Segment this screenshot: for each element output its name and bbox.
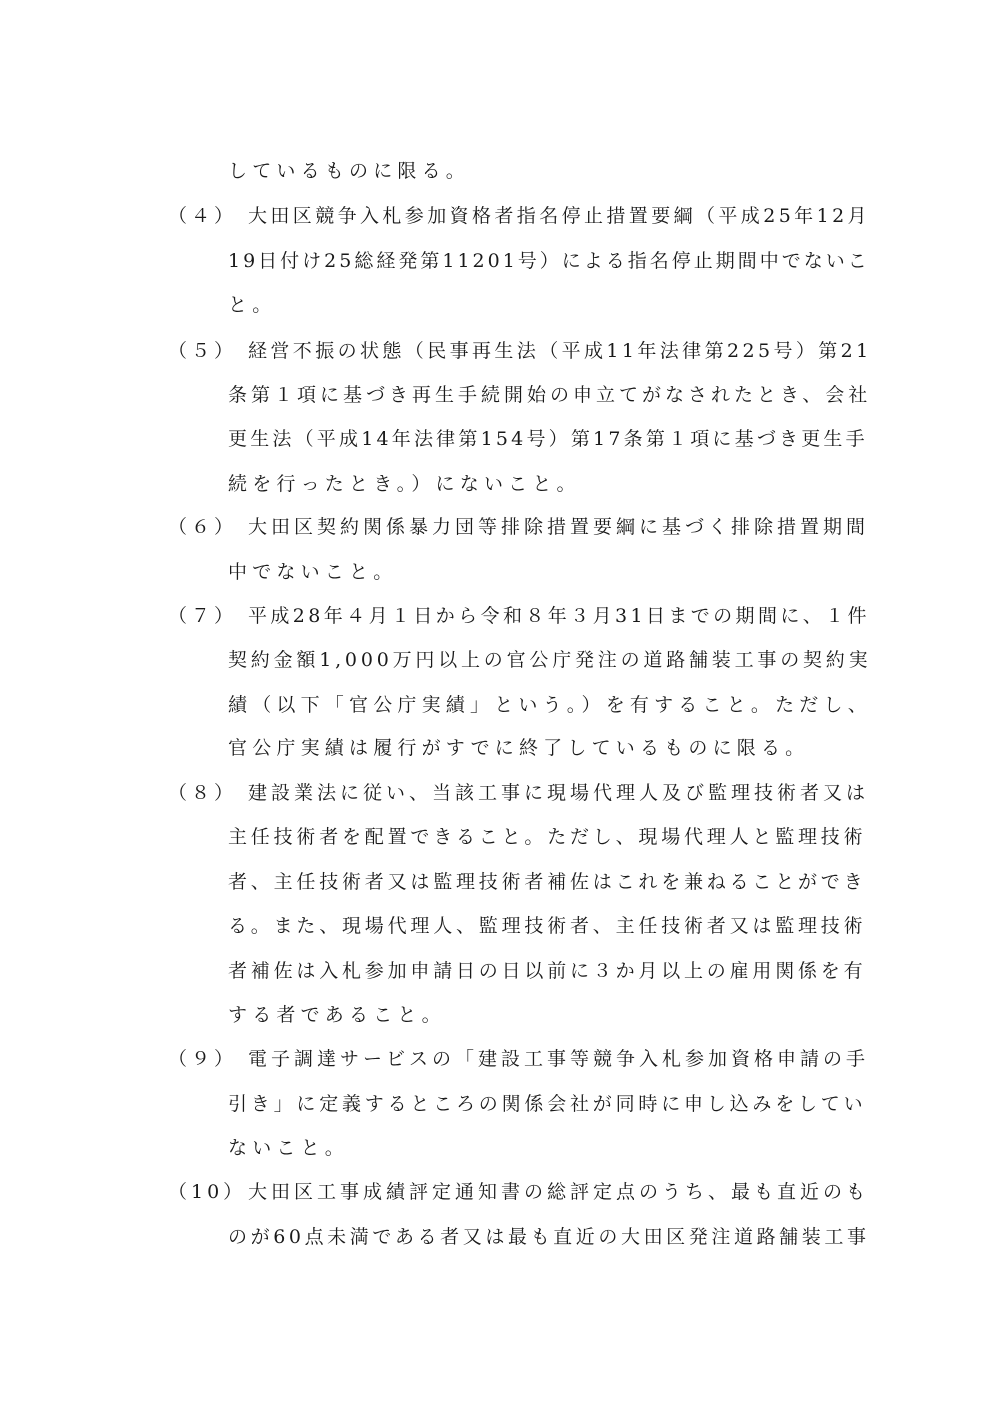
item-8-line-2: 主任技術者を配置できること。ただし、現場代理人と監理技術 bbox=[228, 826, 867, 848]
item-9-line-1: 電子調達サービスの「建設工事等競争入札参加資格申請の手 bbox=[248, 1048, 870, 1070]
item-8-line-5: 者補佐は入札参加申請日の日以前に３か月以上の雇用関係を有 bbox=[228, 960, 867, 982]
item-4-line-1: 大田区競争入札参加資格者指名停止措置要綱（平成25年12月 bbox=[248, 205, 870, 227]
continuation-line: しているものに限る。 bbox=[228, 160, 471, 182]
item-10-line-1: 大田区工事成績評定通知書の総評定点のうち、最も直近のも bbox=[248, 1181, 870, 1203]
item-5-line-2: 条第１項に基づき再生手続開始の申立てがなされたとき、会社 bbox=[228, 384, 872, 406]
item-9-line-2: 引き」に定義するところの関係会社が同時に申し込みをしてい bbox=[228, 1093, 867, 1115]
item-4-line-2: 19日付け25総経発第11201号）による指名停止期間中でないこ bbox=[228, 250, 870, 272]
item-10-label: （10） bbox=[168, 1181, 247, 1203]
item-4-line-3: と。 bbox=[228, 294, 277, 316]
item-8-line-3: 者、主任技術者又は監理技術者補佐はこれを兼ねることができ bbox=[228, 871, 867, 893]
item-6-label: （６） bbox=[168, 516, 238, 538]
item-7-label: （７） bbox=[168, 605, 238, 627]
item-8-label: （８） bbox=[168, 782, 238, 804]
item-5-label: （５） bbox=[168, 340, 238, 362]
item-8-line-6: する者であること。 bbox=[228, 1004, 446, 1026]
item-9-line-3: ないこと。 bbox=[228, 1137, 350, 1159]
item-5-line-4: 続を行ったとき。）にないこと。 bbox=[228, 473, 581, 495]
item-5-line-1: 経営不振の状態（民事再生法（平成11年法律第225号）第21 bbox=[248, 340, 872, 362]
item-7-line-1: 平成28年４月１日から令和８年３月31日までの期間に、１件 bbox=[248, 605, 870, 627]
item-10-line-2: のが60点未満である者又は最も直近の大田区発注道路舗装工事 bbox=[228, 1226, 870, 1248]
item-6-line-2: 中でないこと。 bbox=[228, 561, 398, 583]
item-4-label: （４） bbox=[168, 205, 238, 227]
item-8-line-4: る。また、現場代理人、監理技術者、主任技術者又は監理技術 bbox=[228, 915, 867, 937]
item-7-line-2: 契約金額1,000万円以上の官公庁発注の道路舗装工事の契約実 bbox=[228, 649, 872, 671]
item-5-line-3: 更生法（平成14年法律第154号）第17条第１項に基づき更生手 bbox=[228, 428, 868, 450]
item-8-line-1: 建設業法に従い、当該工事に現場代理人及び監理技術者又は bbox=[248, 782, 870, 804]
item-7-line-4: 官公庁実績は履行がすでに終了しているものに限る。 bbox=[228, 737, 810, 759]
item-7-line-3: 績（以下「官公庁実績」という。）を有すること。ただし、 bbox=[228, 694, 872, 716]
item-6-line-1: 大田区契約関係暴力団等排除措置要綱に基づく排除措置期間 bbox=[248, 516, 870, 538]
item-9-label: （９） bbox=[168, 1048, 238, 1070]
